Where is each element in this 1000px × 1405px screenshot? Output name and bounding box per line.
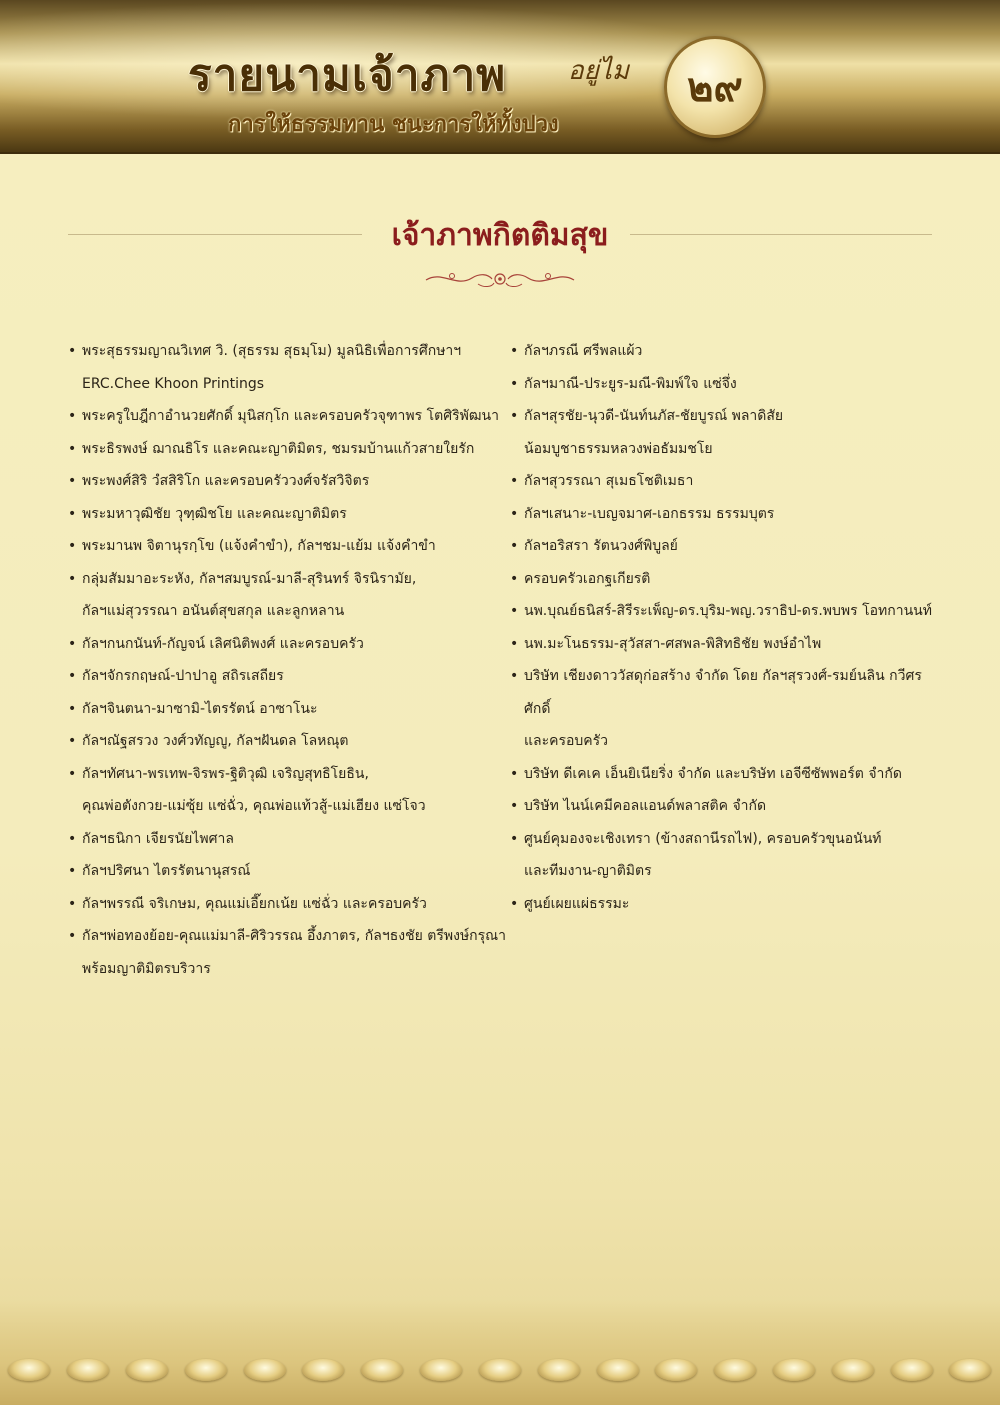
list-item: • นพ.บุณย์ธนิสร์-สิรีระเพ็ญ-ดร.บุริม-พญ.วราธิป-ดร.พบพร โอทกานนท์ <box>508 595 948 628</box>
list-item: • บริษัท ดีเคเค เอ็นยิเนียริ่ง จำกัด และบริษัท เอจีซีซัพพอร์ต จำกัด <box>508 758 948 791</box>
flourish-ornament-icon <box>422 266 578 292</box>
banner-script-logo: อยู่ไม <box>568 56 630 86</box>
footer-ornament-icon <box>949 1359 991 1381</box>
list-item: • บริษัท เชียงดาววัสดุก่อสร้าง จำกัด โดย กัลฯสุรวงศ์-รมย์นลิน กวีศรศักดิ์ <box>508 660 948 725</box>
list-item: • กลุ่มสัมมาอะระหัง, กัลฯสมบูรณ์-มาลี-สุรินทร์ จิรนิรามัย, <box>66 563 514 596</box>
footer-ornament-row <box>0 1352 1000 1388</box>
list-item: • กัลฯเสนาะ-เบญจมาศ-เอกธรรม ธรรมบุตร <box>508 498 948 531</box>
section-heading: เจ้าภาพกิตติมสุข <box>391 218 609 253</box>
list-item: • พระธิรพงษ์ ฌาณธิโร และคณะญาติมิตร, ชมรมบ้านแก้วสายใยรัก <box>66 433 514 466</box>
header-banner <box>0 0 1000 154</box>
footer-ornament-icon <box>538 1359 580 1381</box>
list-item-continuation: และทีมงาน-ญาติมิตร <box>524 863 652 879</box>
list-item: • กัลฯสุวรรณา สุเมธโชติเมธา <box>508 465 948 498</box>
footer-ornament-icon <box>126 1359 168 1381</box>
list-item: • ศูนย์คุมองจะเชิงเทรา (ข้างสถานีรถไฟ), ครอบครัวขุนอนันท์ <box>508 823 948 856</box>
footer-ornament-icon <box>8 1359 50 1381</box>
footer-ornament-icon <box>361 1359 403 1381</box>
list-item: • กัลฯปริศนา ไตรรัตนานุสรณ์ <box>66 855 514 888</box>
list-item: • พระมหาวุฒิชัย วุฑฺฒิชโย และคณะญาติมิตร <box>66 498 514 531</box>
banner-title: รายนามเจ้าภาพ <box>188 50 507 101</box>
list-item: • พระครูใบฎีกาอำนวยศักดิ์ มุนิสกฺโก และครอบครัวจุฑาพร โตศิริพัฒนา <box>66 400 514 433</box>
list-item: • พระพงศ์สิริ วํสสิริโก และครอบครัววงศ์จรัสวิจิตร <box>66 465 514 498</box>
list-item-continuation: พร้อมญาติมิตรบริวาร <box>82 960 211 977</box>
list-item: • กัลฯจักรกฤษณ์-ปาปาอู สถิรเสถียร <box>66 660 514 693</box>
list-item-continuation: ERC.Chee Khoon Printings <box>82 375 265 392</box>
list-item: • กัลฯธนิกา เจียรนัยไพศาล <box>66 823 514 856</box>
footer-ornament-icon <box>597 1359 639 1381</box>
list-item: • กัลฯภรณี ศรีพลแผ้ว <box>508 335 948 368</box>
list-item: • นพ.มะโนธรรม-สุวัสสา-ศสพล-พิสิทธิชัย พงษ์อำไพ <box>508 628 948 661</box>
footer-ornament-icon <box>67 1359 109 1381</box>
footer-ornament-icon <box>891 1359 933 1381</box>
list-item: • บริษัท ไนน์เคมีคอลแอนด์พลาสติค จำกัด <box>508 790 948 823</box>
footer-ornament-icon <box>714 1359 756 1381</box>
list-item: • กัลฯสุรชัย-นุวดี-นันท์นภัส-ชัยบูรณ์ พลาดิสัย <box>508 400 948 433</box>
footer-ornament-icon <box>420 1359 462 1381</box>
list-item-continuation: และครอบครัว <box>524 733 609 749</box>
list-item: • พระมานพ จิตานุรกฺโข (แจ้งคำขำ), กัลฯชม-แย้ม แจ้งคำขำ <box>66 530 514 563</box>
heading-divider-right <box>630 234 932 235</box>
section-heading-block <box>0 210 1000 260</box>
list-item: • ศูนย์เผยแผ่ธรรมะ <box>508 888 948 921</box>
list-item: • กัลฯมาณี-ประยูร-มณี-พิมพ์ใจ แซ่จึ่ง <box>508 368 948 401</box>
list-item: • กัลฯกนกนันท์-กัญจน์ เลิศนิติพงศ์ และครอบครัว <box>66 628 514 661</box>
list-item: • กัลฯพรรณี จริเกษม, คุณแม่เอี๊ยกเน้ย แซ่ฉั่ว และครอบครัว <box>66 888 514 921</box>
list-item-continuation: คุณพ่อตังกวย-แม่ซุ้ย แซ่ฉั่ว, คุณพ่อแท้วสู้-แม่เฮียง แซ่โจว <box>82 798 426 814</box>
list-item: • กัลฯทัศนา-พรเทพ-จิรพร-ฐิติวุฒิ เจริญสุทธิโยธิน, <box>66 758 514 791</box>
footer-ornament-icon <box>655 1359 697 1381</box>
list-item: • กัลฯจินตนา-มาซามิ-ไตรรัตน์ อาซาโนะ <box>66 693 514 726</box>
anniversary-emblem <box>664 36 766 138</box>
list-item: • พระสุธรรมญาณวิเทศ วิ. (สุธรรม สุธมฺโม) มูลนิธิเพื่อการศึกษาฯ <box>66 335 514 368</box>
list-item: • กัลฯอริสรา รัตนวงศ์พิบูลย์ <box>508 530 948 563</box>
footer-ornament-icon <box>185 1359 227 1381</box>
list-item-continuation: น้อมบูชาธรรมหลวงพ่อธัมมชโย <box>524 440 713 457</box>
list-item: • ครอบครัวเอกฐเกียรติ <box>508 563 948 596</box>
footer-ornament-icon <box>302 1359 344 1381</box>
footer-ornament-icon <box>773 1359 815 1381</box>
list-item-continuation: กัลฯแม่สุวรรณา อนันต์สุขสกุล และลูกหลาน <box>82 603 345 619</box>
list-item: • กัลฯพ่อทองย้อย-คุณแม่มาลี-ศิริวรรณ อึ้งภาตร, กัลฯธงชัย ตรีพงษ์กรุณา <box>66 920 514 953</box>
donor-list-left <box>66 335 514 985</box>
footer-ornament-icon <box>832 1359 874 1381</box>
footer-ornament-icon <box>244 1359 286 1381</box>
emblem-number: ๒๙ <box>687 64 743 111</box>
donor-list-right <box>508 335 948 920</box>
banner-subtitle: การให้ธรรมทาน ชนะการให้ทั้งปวง <box>228 112 559 137</box>
list-item: • กัลฯณัฐสรวง วงศ์วทัญญู, กัลฯฝันดล โลหณุต <box>66 725 514 758</box>
footer-ornament-icon <box>479 1359 521 1381</box>
